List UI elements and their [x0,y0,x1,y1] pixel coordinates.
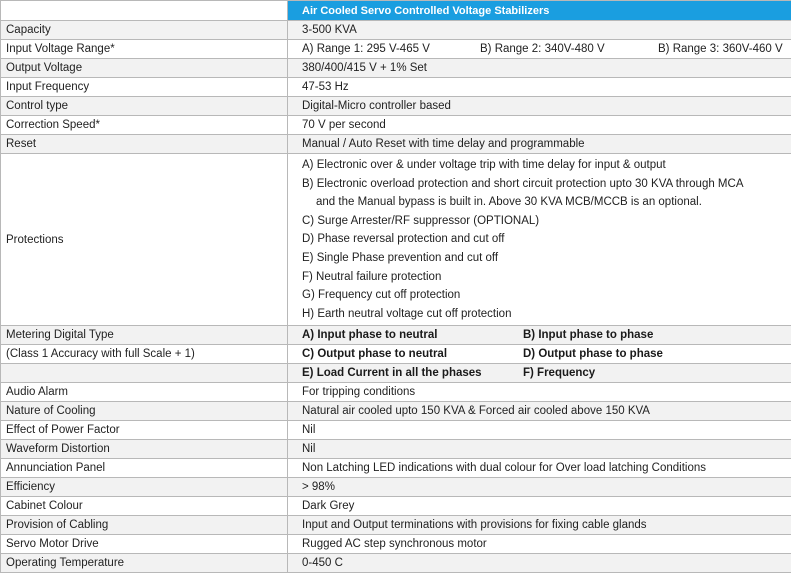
table-row [1,478,791,497]
row-value-cabling: Input and Output terminations with provisions for fixing cable glands [288,516,791,535]
row-value-operating-temp: 0-450 C [288,554,791,573]
row-value-correction-speed: 70 V per second [288,116,791,135]
row-label-audio-alarm: Audio Alarm [1,383,288,402]
row-label-input-frequency: Input Frequency [1,78,288,97]
row-label-metering: Metering Digital Type [1,326,288,345]
metering-item-c: C) Output phase to neutral [302,345,523,363]
protection-item: H) Earth neutral voltage cut off protection [302,305,791,324]
row-label-reset: Reset [1,135,288,154]
table-row [1,59,791,78]
metering-row-2 [288,345,791,364]
row-label-output-voltage: Output Voltage [1,59,288,78]
row-label-power-factor: Effect of Power Factor [1,421,288,440]
table-row [1,135,791,154]
table-row [1,40,791,59]
row-value-power-factor: Nil [288,421,791,440]
row-label-metering-accuracy: (Class 1 Accuracy with full Scale + 1) [1,345,288,364]
row-label-correction-speed: Correction Speed* [1,116,288,135]
metering-row-1 [288,326,791,345]
table-row [1,21,791,40]
metering-row-3 [288,364,791,383]
table-row [1,345,791,364]
row-value-efficiency: > 98% [288,478,791,497]
row-value-waveform: Nil [288,440,791,459]
row-value-control-type: Digital-Micro controller based [288,97,791,116]
row-label-efficiency: Efficiency [1,478,288,497]
table-row [1,78,791,97]
protection-item: G) Frequency cut off protection [302,286,791,305]
row-label-cabling: Provision of Cabling [1,516,288,535]
row-value-cabinet: Dark Grey [288,497,791,516]
voltage-range-3: B) Range 3: 360V-460 V [658,40,783,58]
table-row [1,497,791,516]
table-row [1,459,791,478]
table-row [1,383,791,402]
row-label-operating-temp: Operating Temperature [1,554,288,573]
voltage-range-1: A) Range 1: 295 V-465 V [302,40,480,58]
protection-item: A) Electronic over & under voltage trip with time delay for input & output [302,156,791,175]
header-empty-cell [1,1,288,21]
table-row [1,402,791,421]
table-row [1,516,791,535]
protection-item: C) Surge Arrester/RF suppressor (OPTIONAL) [302,212,791,231]
row-label-waveform: Waveform Distortion [1,440,288,459]
row-label-annunciation: Annunciation Panel [1,459,288,478]
row-label-cooling: Nature of Cooling [1,402,288,421]
protection-item: E) Single Phase prevention and cut off [302,249,791,268]
row-label-cabinet: Cabinet Colour [1,497,288,516]
table-row [1,554,791,573]
metering-item-d: D) Output phase to phase [523,345,663,363]
row-label-metering-empty [1,364,288,383]
table-row [1,116,791,135]
table-row [1,154,791,326]
protection-item: F) Neutral failure protection [302,268,791,287]
table-row [1,364,791,383]
metering-item-f: F) Frequency [523,364,595,382]
row-value-servo-motor: Rugged AC step synchronous motor [288,535,791,554]
row-value-protections [288,154,791,326]
protection-item: D) Phase reversal protection and cut off [302,230,791,249]
table-header-row [1,1,791,21]
metering-item-a: A) Input phase to neutral [302,326,523,344]
row-value-annunciation: Non Latching LED indications with dual colour for Over load latching Conditions [288,459,791,478]
row-label-control-type: Control type [1,97,288,116]
table-row [1,421,791,440]
row-label-input-voltage: Input Voltage Range* [1,40,288,59]
table-row [1,440,791,459]
row-value-audio-alarm: For tripping conditions [288,383,791,402]
row-value-output-voltage: 380/400/415 V + 1% Set [288,59,791,78]
metering-item-e: E) Load Current in all the phases [302,364,523,382]
row-value-input-frequency: 47-53 Hz [288,78,791,97]
row-value-cooling: Natural air cooled upto 150 KVA & Forced air cooled above 150 KVA [288,402,791,421]
protection-item: B) Electronic overload protection and short circuit protection upto 30 KVA through MCA [302,175,791,194]
row-label-protections: Protections [1,154,288,326]
row-value-capacity: 3-500 KVA [288,21,791,40]
row-label-servo-motor: Servo Motor Drive [1,535,288,554]
row-value-input-voltage [288,40,791,59]
row-label-capacity: Capacity [1,21,288,40]
protection-item: and the Manual bypass is built in. Above 30 KVA MCB/MCCB is an optional. [302,193,791,212]
row-value-reset: Manual / Auto Reset with time delay and programmable [288,135,791,154]
table-row [1,535,791,554]
protections-list [302,156,791,323]
metering-item-b: B) Input phase to phase [523,326,653,344]
table-row [1,97,791,116]
table-title: Air Cooled Servo Controlled Voltage Stabilizers [288,1,791,21]
voltage-range-2: B) Range 2: 340V-480 V [480,40,658,58]
table-row [1,326,791,345]
